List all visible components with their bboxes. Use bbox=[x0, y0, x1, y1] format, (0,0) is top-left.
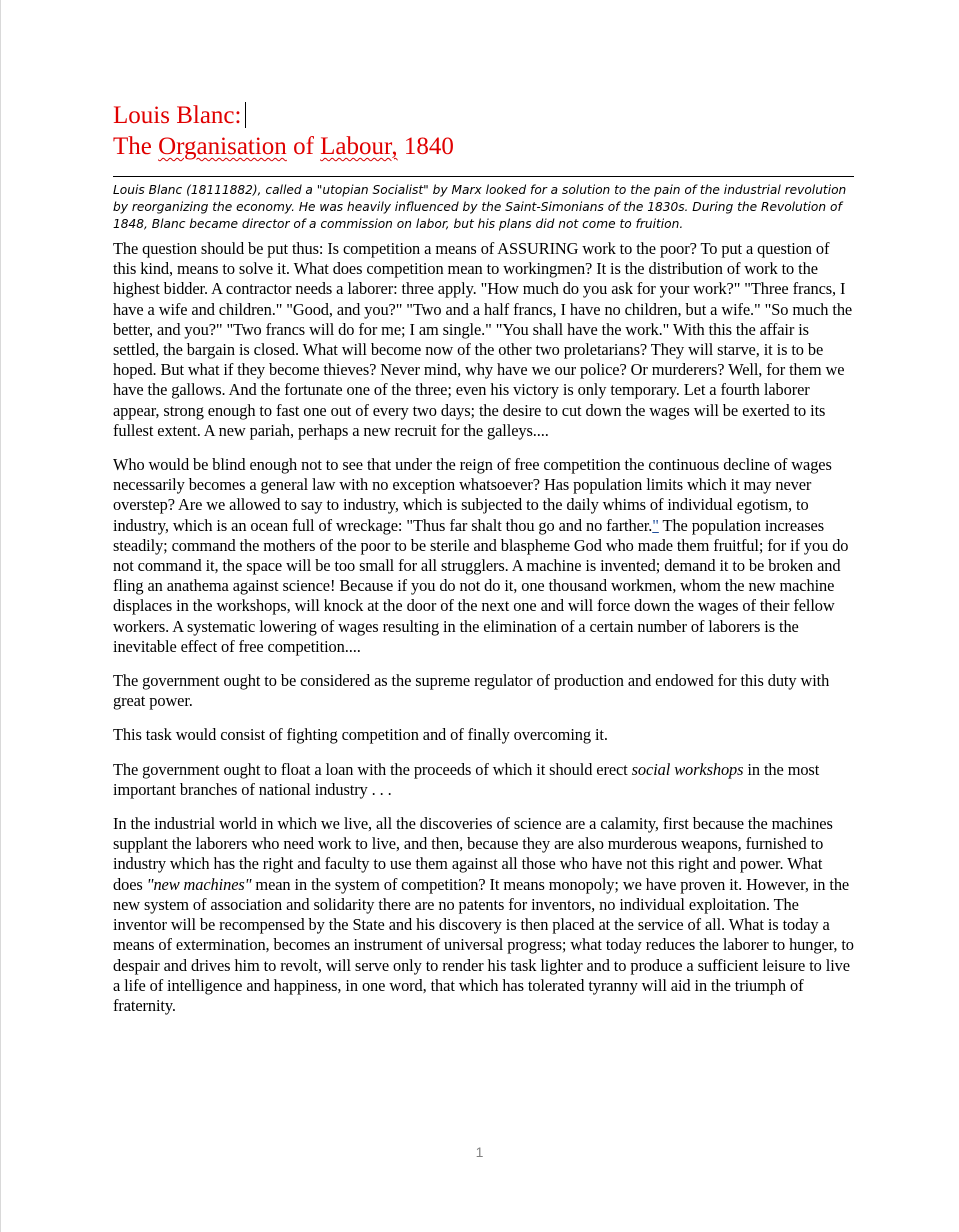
paragraph-2-text-a[interactable]: Who would be blind enough not to see that under the reign of free competition the continuous decline of wages necessarily becomes a general law with no exception whatsoever? Has population limits which it may never overstep? Are we allowed to say to industry, which is subjected to the daily whims of individual egotism, to industry, which is an ocean full of wreckage: "Thus far shalt thou go and no farther. bbox=[113, 455, 832, 535]
paragraph-3[interactable]: The government ought to be considered as the supreme regulator of production and endowed for this duty with great power. bbox=[113, 671, 830, 711]
title-line-2-prefix[interactable]: The bbox=[113, 133, 159, 160]
document-title[interactable] bbox=[113, 100, 855, 162]
title-spellcheck-word-labour[interactable]: Labour, bbox=[320, 133, 398, 160]
title-spellcheck-word-organisation[interactable]: Organisation bbox=[158, 133, 287, 160]
intro-paragraph[interactable]: Louis Blanc (18111882), called a "utopian Socialist" by Marx looked for a solution to the pain of the industrial revolution by reorganizing the economy. He was heavily influenced by the Saint-Simonians of the 1830s. During the Revolution of 1848, Blanc became director of a commission on labor, but his plans did not come to fruition. bbox=[113, 183, 847, 231]
page-left-edge bbox=[0, 0, 1, 1232]
document-body[interactable] bbox=[113, 100, 855, 1030]
paragraph-2-text-b[interactable]: The population increases steadily; command the mothers of the poor to be sterile and blaspheme God who made them fruitful; for if you do not command it, the space will be too small for all strugglers. A machine is invented; demand it to be broken and fling an anathema against science! Because if you do not do it, one thousand workmen, whom the new machine displaces in the workshops, will knock at the door of the next one and will force down the wages of their fellow workers. A systematic lowering of wages resulting in the elimination of a certain number of laborers is the inevitable effect of free competition.... bbox=[113, 515, 849, 656]
quote-hyperlink[interactable]: " bbox=[652, 515, 659, 535]
paragraph-6[interactable] bbox=[113, 814, 855, 1016]
paragraph-5-text-b[interactable]: in the most important branches of national industry . . . bbox=[113, 759, 820, 799]
page-number: 1 bbox=[475, 1144, 484, 1160]
paragraph-2[interactable] bbox=[113, 455, 855, 657]
paragraph-4[interactable]: This task would consist of fighting competition and of finally overcoming it. bbox=[113, 725, 608, 745]
title-line-1[interactable]: Louis Blanc: bbox=[113, 102, 242, 129]
paragraph-5-text-a[interactable]: The government ought to float a loan with the proceeds of which it should erect bbox=[113, 759, 632, 779]
horizontal-rule bbox=[113, 176, 854, 177]
text-cursor bbox=[245, 102, 246, 128]
title-line-2-suffix[interactable]: 1840 bbox=[397, 133, 454, 160]
paragraph-5[interactable] bbox=[113, 760, 855, 800]
paragraph-1[interactable]: The question should be put thus: Is competition a means of ASSURING work to the poor? To put a question of this kind, means to solve it. What does competition mean to workingmen? It is the distribution of work to the highest bidder. A contractor needs a laborer: three apply. "How much do you ask for your work?" "Three francs, I have a wife and children." "Good, and you?" "Two and a half francs, I have no children, but a wife." "So much the better, and you?" "Two francs will do for me; I am single." "You shall have the work." With this the affair is settled, the bargain is closed. What will become now of the other two proletarians? They will starve, it is to be hoped. But what if they become thieves? Never mind, why have we our police? Or murderers? Well, for them we have the gallows. And the fortunate one of the three; even his victory is only temporary. Let a fourth laborer appear, strong enough to fast one out of every two days; the desire to cut down the wages will be exerted to its fullest extent. A new pariah, perhaps a new recruit for the galleys.... bbox=[113, 239, 853, 440]
paragraph-5-italic[interactable]: social workshops bbox=[631, 759, 744, 779]
title-line-2-middle[interactable]: of bbox=[286, 133, 321, 160]
paragraph-6-text-a[interactable]: In the industrial world in which we live, all the discoveries of science are a calamity, first because the machines supplant the laborers who need work to live, and then, because they are also murderous weapons, furnished to industry which has the right and faculty to use them against all those who have not this right and power. What does bbox=[113, 814, 833, 894]
paragraph-6-italic[interactable]: "new machines" bbox=[146, 874, 252, 894]
paragraph-6-text-b[interactable]: mean in the system of competition? It means monopoly; we have proven it. However, in the new system of association and solidarity there are no patents for inventors, no individual exploitation. The inventor will be recompensed by the State and his discovery is then placed at the service of all. What is today a means of extermination, becomes an instrument of universal progress; what today reduces the laborer to hunger, to despair and drives him to revolt, will serve only to render his task lighter and to produce a sufficient leisure to live a life of intelligence and happiness, in one word, that which has tolerated tyranny will aid in the triumph of fraternity. bbox=[113, 874, 854, 1015]
